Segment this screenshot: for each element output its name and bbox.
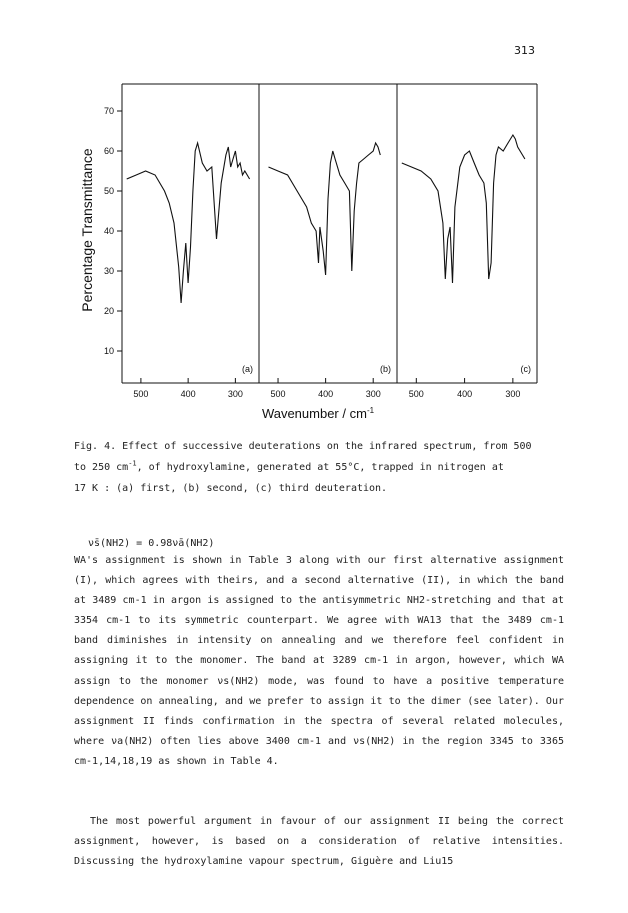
paragraph-1: WA's assignment is shown in Table 3 along with our first alternative assignment (I), which agrees with theirs, and a second alternative (II), in which the band at 3489 cm-1 in argon is assigned to the antisymmetric NH2-stretching and that at 3354 cm-1 to its symmetric counterpart. We agree with WA13 that the 3489 cm-1 band diminishes in intensity on annealing and we therefore feel confident in assigning it to the monomer. The band at 3289 cm-1 in argon, however, which WA assign to the monomer νs(NH2) mode, was found to have a positive temperature dependence on annealing, and we prefer to assign it to the dimer (see later). Our assignment II finds confirmation in the spectra of several related molecules, where νa(NH2) often lies above 3400 cm-1 and νs(NH2) in the region 3345 to 3365 cm-1,14,18,19 as shown in Table 4.	[74, 555, 564, 767]
spectrum-line	[269, 143, 381, 275]
spectra-panels	[127, 135, 531, 399]
spectrum-line	[127, 143, 250, 303]
x-tick-label: 300	[505, 389, 521, 399]
page-number: 313	[514, 44, 535, 57]
panel-label: (c)	[520, 364, 531, 374]
panel-label: (b)	[380, 364, 391, 374]
y-axis-title: Percentage Transmittance	[79, 148, 95, 312]
x-tick-label: 400	[318, 389, 334, 399]
figure-frame	[122, 84, 537, 383]
spectrum-panel	[269, 143, 392, 399]
y-tick-label: 40	[103, 226, 114, 236]
caption-line-1: Fig. 4. Effect of successive deuterations on the infrared spectrum, from 500	[74, 441, 532, 452]
ir-spectra-figure	[0, 0, 628, 430]
y-tick-label: 20	[103, 306, 114, 316]
spectrum-line	[402, 135, 525, 283]
x-tick-label: 500	[408, 389, 424, 399]
caption-line-3: 17 K : (a) first, (b) second, (c) third deuteration.	[74, 483, 388, 494]
x-tick-label: 400	[457, 389, 473, 399]
spectrum-panel	[127, 143, 253, 399]
y-tick-label: 50	[103, 186, 114, 196]
panel-label: (a)	[242, 364, 253, 374]
caption-line-2: to 250 $cm^{-1}$, of hydroxylamine, generated at 55°C, trapped in nitrogen at	[74, 459, 504, 473]
y-tick-label: 30	[103, 266, 114, 276]
x-tick-label: 300	[365, 389, 381, 399]
y-tick-label: 10	[103, 346, 114, 356]
x-tick-label: 500	[133, 389, 149, 399]
x-tick-label: 400	[180, 389, 196, 399]
y-tick-label: 60	[103, 146, 114, 156]
y-tick-label: 70	[103, 106, 114, 116]
spectrum-panel	[402, 135, 531, 399]
equation: ν̄s(NH2) = 0.98ν̄a(NH2)	[88, 538, 215, 549]
x-tick-label: 300	[227, 389, 243, 399]
figure-caption	[74, 436, 560, 499]
y-axis	[104, 106, 122, 356]
paragraph-2: The most powerful argument in favour of our assignment II being the correct assignment, however, is based on a consideration of relative intensities. Discussing the hydroxylamine vapour spectrum, Giguère and Liu15	[74, 816, 564, 868]
x-axis-title: Wavenumber / $cm^{-1}$	[261, 406, 375, 421]
x-tick-label: 500	[270, 389, 286, 399]
